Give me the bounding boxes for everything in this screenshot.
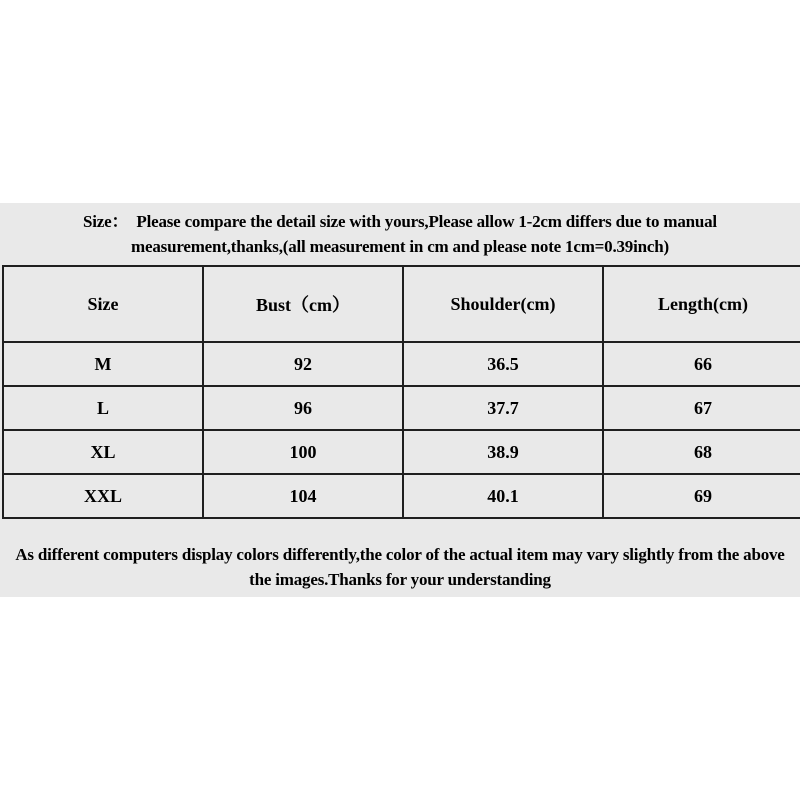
table-cell-bust: 100 [203,430,403,474]
size-chart-table [2,265,800,519]
size-chart-panel [0,203,800,597]
column-header-length: Length(cm) [603,266,800,342]
table-cell-length: 66 [603,342,800,386]
table-cell-size: XXL [3,474,203,518]
disclaimer-line-1: As different computers display colors differently,the color of the actual item may vary slightly from the above [15,545,785,564]
size-note-line-2: measurement,thanks,(all measurement in cm and please note 1cm=0.39inch) [131,237,669,256]
table-cell-size: M [3,342,203,386]
table-row [3,430,800,474]
color-disclaimer [0,537,800,597]
table-row [3,474,800,518]
table-cell-length: 67 [603,386,800,430]
column-header-shoulder: Shoulder(cm) [403,266,603,342]
table-row [3,386,800,430]
table-cell-size: XL [3,430,203,474]
table-header-row [3,266,800,342]
disclaimer-line-2: the images.Thanks for your understanding [249,570,551,589]
size-note-line-1: Size： Please compare the detail size with yours,Please allow 1-2cm differs due to manual [83,212,717,231]
table-cell-bust: 104 [203,474,403,518]
table-cell-shoulder: 40.1 [403,474,603,518]
table-cell-length: 69 [603,474,800,518]
table-cell-bust: 92 [203,342,403,386]
table-cell-size: L [3,386,203,430]
table-cell-bust: 96 [203,386,403,430]
table-cell-shoulder: 37.7 [403,386,603,430]
table-cell-shoulder: 38.9 [403,430,603,474]
table-row [3,342,800,386]
table-cell-shoulder: 36.5 [403,342,603,386]
table-cell-length: 68 [603,430,800,474]
size-note [0,203,800,265]
column-header-bust: Bust（cm） [203,266,403,342]
column-header-size: Size [3,266,203,342]
